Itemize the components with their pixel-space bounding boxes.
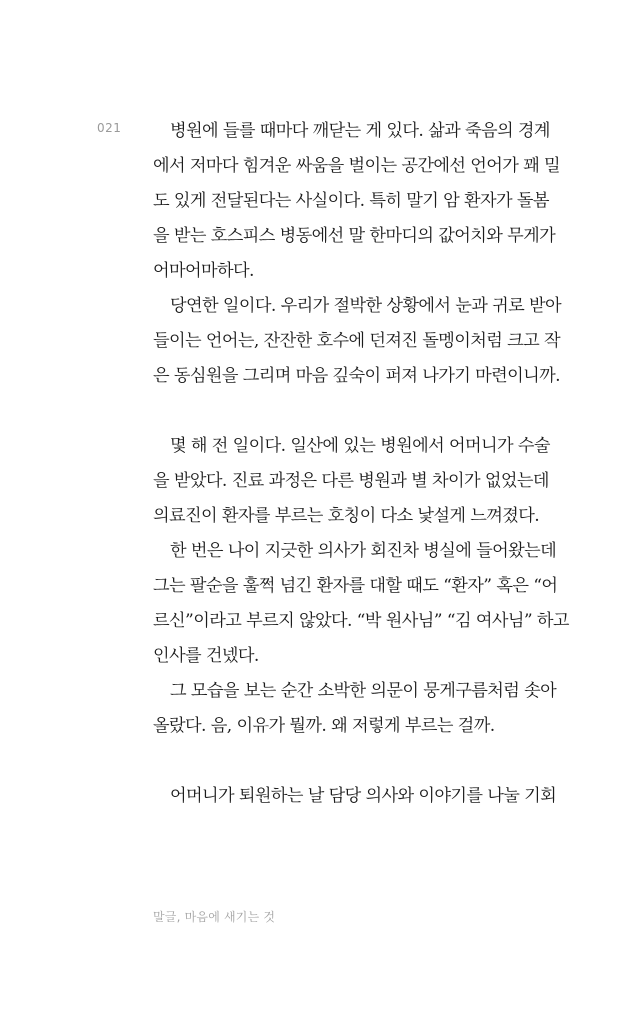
text-line: 을 받았다. 진료 과정은 다른 병원과 별 차이가 없었는데 bbox=[153, 471, 549, 491]
text-line: 당연한 일이다. 우리가 절박한 상황에서 눈과 귀로 받아 bbox=[170, 296, 561, 316]
text-line: 의료진이 환자를 부르는 호칭이 다소 낯설게 느껴졌다. bbox=[153, 506, 540, 526]
text-line: 몇 해 전 일이다. 일산에 있는 병원에서 어머니가 수술 bbox=[170, 436, 550, 456]
text-line: 그는 팔순을 훌쩍 넘긴 환자를 대할 때도 “환자” 혹은 “어 bbox=[153, 576, 558, 596]
text-line: 한 번은 나이 지긋한 의사가 회진차 병실에 들어왔는데 bbox=[170, 541, 557, 561]
text-line: 그 모습을 보는 순간 소박한 의문이 뭉게구름처럼 솟아 bbox=[170, 681, 557, 701]
body-text bbox=[153, 118, 569, 818]
text-line: 어마어마하다. bbox=[153, 261, 254, 281]
paragraph-gap bbox=[153, 398, 545, 433]
text-line: 들이는 언어는, 잔잔한 호수에 던져진 돌멩이처럼 크고 작 bbox=[153, 331, 560, 351]
paragraph-gap bbox=[153, 748, 545, 783]
text-line: 은 동심원을 그리며 마음 깊숙이 퍼져 나가기 마련이니까. bbox=[153, 366, 560, 386]
text-line: 병원에 들를 때마다 깨닫는 게 있다. 삶과 죽음의 경계 bbox=[170, 121, 550, 141]
text-line: 을 받는 호스피스 병동에선 말 한마디의 값어치와 무게가 bbox=[153, 226, 556, 246]
text-line: 올랐다. 음, 이유가 뭘까. 왜 저렇게 부르는 걸까. bbox=[153, 716, 495, 736]
text-line: 에서 저마다 힘겨운 싸움을 벌이는 공간에선 언어가 꽤 밀 bbox=[153, 156, 560, 176]
text-line: 인사를 건넸다. bbox=[153, 646, 259, 666]
text-line: 르신”이라고 부르지 않았다. “박 원사님” “김 여사님” 하고 bbox=[153, 611, 569, 631]
text-line: 어머니가 퇴원하는 날 담당 의사와 이야기를 나눌 기회 bbox=[170, 786, 557, 806]
text-line: 도 있게 전달된다는 사실이다. 특히 말기 암 환자가 돌봄 bbox=[153, 191, 549, 211]
running-footer: 말글, 마음에 새기는 것 bbox=[153, 910, 276, 924]
page-number: 021 bbox=[97, 121, 122, 135]
